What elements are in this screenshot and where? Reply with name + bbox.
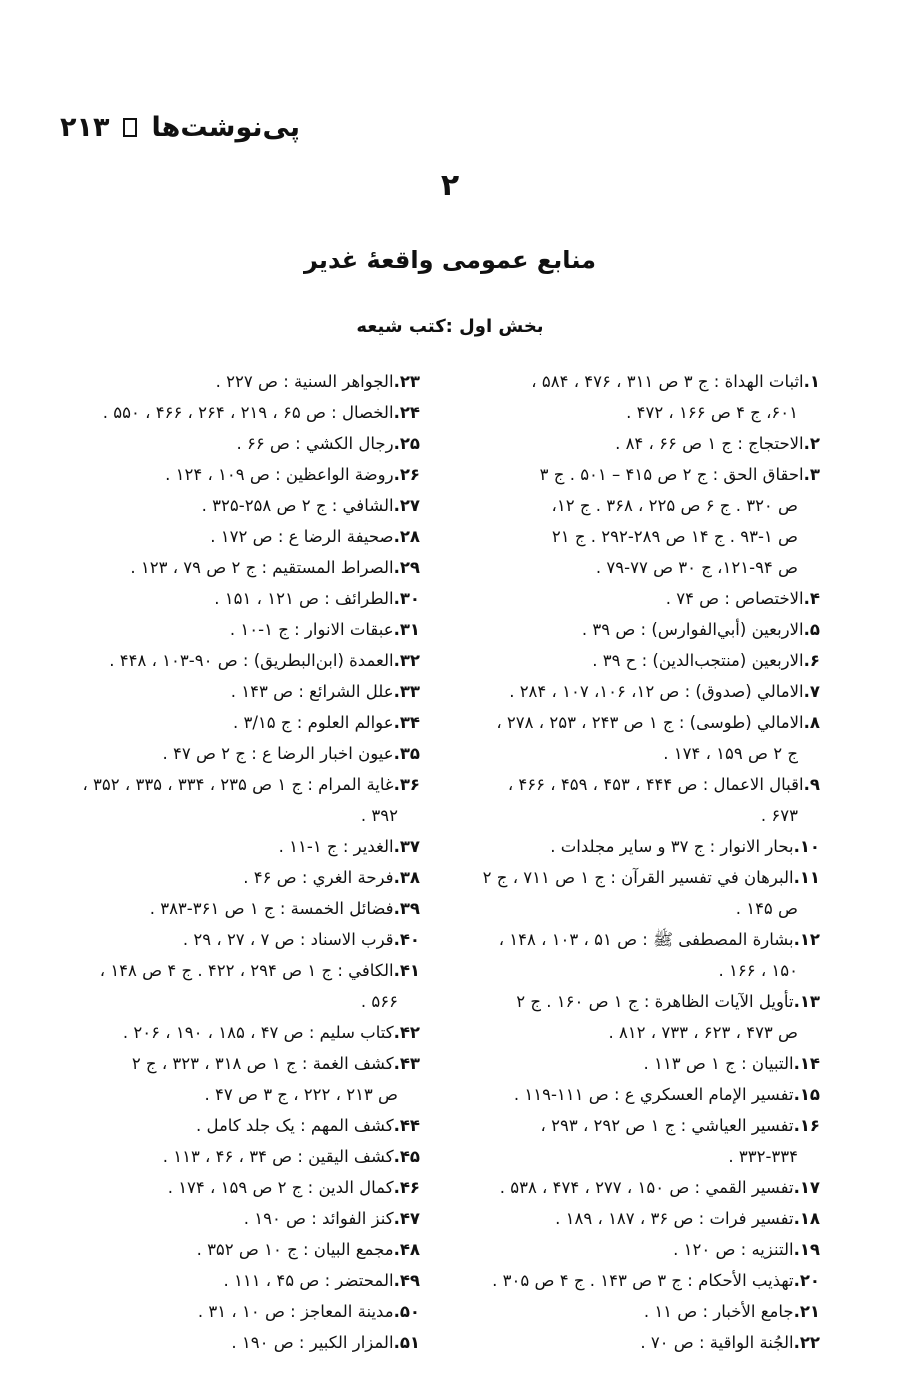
- reference-item: [470, 1234, 820, 1265]
- reference-number: ۴۰.: [393, 930, 420, 949]
- reference-number: ۴۵.: [393, 1147, 420, 1166]
- reference-text: الجواهر السنیة : ص ۲۲۷ .: [215, 372, 394, 391]
- reference-text: کتاب سلیم : ص ۴۷ ، ۱۸۵ ، ۱۹۰ ، ۲۰۶ .: [122, 1023, 394, 1042]
- reference-text: الامالي (طوسی) : ج ۱ ص ۲۴۳ ، ۲۵۳ ، ۲۷۸ ،: [496, 713, 804, 732]
- reference-text: الامالي (صدوق) : ص ۱۲، ۱۰۶، ۱۰۷ ، ۲۸۴ .: [509, 682, 804, 701]
- reference-item: [72, 707, 420, 738]
- reference-text: عیون اخبار الرضا ع : ج ۲ ص ۴۷ .: [162, 744, 394, 763]
- reference-text: عوالم العلوم : ج ۳/۱۵ .: [232, 713, 394, 732]
- reference-number: ۴۱.: [393, 961, 420, 980]
- reference-text: کشف الیقین : ص ۳۴ ، ۴۶ ، ۱۱۳ .: [162, 1147, 394, 1166]
- reference-text: تهذیب الأحکام : ج ۳ ص ۱۴۳ . ج ۴ ص ۳۰۵ .: [492, 1271, 794, 1290]
- reference-text: الكافي : ج ۱ ص ۲۹۴ ، ۴۲۲ . ج ۴ ص ۱۴۸ ،: [99, 961, 394, 980]
- reference-number: ۳۱.: [393, 620, 420, 639]
- reference-item: [72, 1048, 420, 1110]
- reference-text: ۶۷۳ .: [760, 806, 798, 825]
- reference-number: ۳۳.: [393, 682, 420, 701]
- reference-number: ۳۸.: [393, 868, 420, 887]
- reference-item: [72, 1017, 420, 1048]
- reference-text: علل الشرائع : ص ۱۴۳ .: [230, 682, 394, 701]
- reference-item: [72, 1327, 420, 1358]
- reference-number: ۳۷.: [393, 837, 420, 856]
- header-title: پی‌نوشت‌ها: [151, 112, 300, 143]
- reference-text: العمدة (ابن‌البطریق) : ص ۹۰-۱۰۳ ، ۴۴۸ .: [109, 651, 394, 670]
- reference-number: ۵۰.: [393, 1302, 420, 1321]
- reference-text: ۳۳۲-۳۳۴ .: [728, 1147, 798, 1166]
- reference-text: صحیفة الرضا ع : ص ۱۷۲ .: [210, 527, 394, 546]
- reference-number: ۱۵.: [793, 1085, 820, 1104]
- reference-number: ۱۲.: [793, 930, 820, 949]
- reference-number: ۳.: [803, 465, 820, 484]
- reference-number: ۱۳.: [793, 992, 820, 1011]
- reference-text: فرحة الغري : ص ۴۶ .: [243, 868, 394, 887]
- reference-text: ۵۶۶ .: [360, 992, 398, 1011]
- reference-text: مدینة المعاجز : ص ۱۰ ، ۳۱ .: [197, 1302, 394, 1321]
- reference-item: [72, 583, 420, 614]
- reference-text: غایة المرام : ج ۱ ص ۲۳۵ ، ۳۳۴ ، ۳۳۵ ، ۳۵۲ ،: [82, 775, 394, 794]
- reference-item: [72, 1203, 420, 1234]
- reference-text: تفسیر العیاشي : ج ۱ ص ۲۹۲ ، ۲۹۳ ،: [540, 1116, 794, 1135]
- reference-item: [72, 1141, 420, 1172]
- reference-item: [470, 924, 820, 986]
- reference-number: ۴۳.: [393, 1054, 420, 1073]
- reference-item: [72, 459, 420, 490]
- reference-text: تفسیر القمي : ص ۱۵۰ ، ۲۷۷ ، ۴۷۴ ، ۵۳۸ .: [499, 1178, 794, 1197]
- reference-text: الاربعین (أبي‌الفوارس) : ص ۳۹ .: [581, 620, 804, 639]
- reference-text: ۳۹۲ .: [360, 806, 398, 825]
- reference-item: [72, 738, 420, 769]
- reference-number: ۱۷.: [793, 1178, 820, 1197]
- reference-item: [72, 614, 420, 645]
- reference-text: ص ۲۱۳ ، ۲۲۲ ، ج ۳ ص ۴۷ .: [204, 1085, 398, 1104]
- reference-text: قرب الاسناد : ص ۷ ، ۲۷ ، ۲۹ .: [182, 930, 394, 949]
- reference-text: ج ۲ ص ۱۵۹ ، ۱۷۴ .: [663, 744, 798, 763]
- reference-number: ۲۲.: [793, 1333, 820, 1352]
- reference-text: الاربعین (منتجب‌الدین) : ح ۳۹ .: [592, 651, 804, 670]
- reference-text: الاحتجاج : ج ۱ ص ۶۶ ، ۸۴ .: [615, 434, 804, 453]
- reference-text: الصراط المستقیم : ج ۲ ص ۷۹ ، ۱۲۳ .: [130, 558, 394, 577]
- reference-number: ۲۱.: [793, 1302, 820, 1321]
- reference-number: ۲۶.: [393, 465, 420, 484]
- reference-item: [72, 366, 420, 397]
- reference-number: ۳۹.: [393, 899, 420, 918]
- reference-text: ۶۰۱، ج ۴ ص ۱۶۶ ، ۴۷۲ .: [626, 403, 798, 422]
- reference-item: [470, 1203, 820, 1234]
- reference-number: ۴۶.: [393, 1178, 420, 1197]
- reference-text: اقبال الاعمال : ص ۴۴۴ ، ۴۵۳ ، ۴۵۹ ، ۴۶۶ ،: [507, 775, 804, 794]
- reference-item: [470, 862, 820, 924]
- reference-text: ص ۹۴-۱۲۱، ج ۳۰ ص ۷۷-۷۹ .: [595, 558, 798, 577]
- section-title: بخش اول :کتب شیعه: [356, 316, 544, 337]
- reference-text: ص ۱-۹۳ . ج ۱۴ ص ۲۸۹-۲۹۲ . ج ۲۱: [551, 527, 798, 546]
- reference-text: کشف المهم : یک جلد کامل .: [195, 1116, 394, 1135]
- reference-text: الخصال : ص ۶۵ ، ۲۱۹ ، ۲۶۴ ، ۴۶۶ ، ۵۵۰ .: [102, 403, 394, 422]
- reference-text: روضة الواعظین : ص ۱۰۹ ، ۱۲۴ .: [165, 465, 394, 484]
- reference-number: ۲۵.: [393, 434, 420, 453]
- reference-number: ۲۸.: [393, 527, 420, 546]
- reference-text: تفسیر الإمام العسكري ع : ص ۱۱۱-۱۱۹ .: [513, 1085, 794, 1104]
- reference-number: ۵.: [803, 620, 820, 639]
- reference-text: البرهان في تفسیر القرآن : ج ۱ ص ۷۱۱ ، ج ۲: [482, 868, 794, 887]
- running-header: [60, 112, 300, 143]
- reference-item: [470, 583, 820, 614]
- reference-number: ۴.: [803, 589, 820, 608]
- reference-item: [470, 676, 820, 707]
- reference-text: المحتضر : ص ۴۵ ، ۱۱۱ .: [223, 1271, 394, 1290]
- reference-text: ص ۴۷۳ ، ۶۲۳ ، ۷۳۳ ، ۸۱۲ .: [608, 1023, 798, 1042]
- reference-number: ۹.: [803, 775, 820, 794]
- reference-item: [72, 1265, 420, 1296]
- reference-item: [470, 614, 820, 645]
- reference-item: [72, 428, 420, 459]
- reference-text: احقاق الحق : ج ۲ ص ۴۱۵ – ۵۰۱ . ج ۳: [539, 465, 804, 484]
- reference-item: [470, 366, 820, 428]
- reference-number: ۲۹.: [393, 558, 420, 577]
- reference-number: ۳۶.: [393, 775, 420, 794]
- reference-text: رجال الكشي : ص ۶۶ .: [236, 434, 394, 453]
- reference-number: ۴۹.: [393, 1271, 420, 1290]
- reference-item: [470, 769, 820, 831]
- reference-item: [72, 924, 420, 955]
- right-column-list: [470, 366, 820, 1358]
- reference-number: ۲۳.: [393, 372, 420, 391]
- reference-text: اثبات الهداة : ج ۳ ص ۳۱۱ ، ۴۷۶ ، ۵۸۴ ،: [531, 372, 804, 391]
- reference-text: الجُنة الواقیة : ص ۷۰ .: [640, 1333, 794, 1352]
- reference-item: [72, 521, 420, 552]
- reference-text: الشافي : ج ۲ ص ۲۵۸-۳۲۵ .: [201, 496, 394, 515]
- reference-item: [72, 893, 420, 924]
- reference-item: [470, 1265, 820, 1296]
- reference-text: ص ۳۲۰ . ج ۶ ص ۲۲۵ ، ۳۶۸ . ج ۱۲،: [551, 496, 798, 515]
- reference-item: [470, 1327, 820, 1358]
- reference-number: ۱۸.: [793, 1209, 820, 1228]
- reference-number: ۲۰.: [793, 1271, 820, 1290]
- reference-item: [470, 645, 820, 676]
- reference-text: بحار الانوار : ج ۳۷ و سایر مجلدات .: [550, 837, 794, 856]
- reference-number: ۷.: [803, 682, 820, 701]
- reference-number: ۲۷.: [393, 496, 420, 515]
- reference-number: ۱۶.: [793, 1116, 820, 1135]
- reference-text: الطرائف : ص ۱۲۱ ، ۱۵۱ .: [214, 589, 394, 608]
- reference-number: ۴۲.: [393, 1023, 420, 1042]
- reference-item: [72, 676, 420, 707]
- reference-number: ۳۲.: [393, 651, 420, 670]
- reference-number: ۱۴.: [793, 1054, 820, 1073]
- reference-item: [72, 862, 420, 893]
- reference-number: ۴۸.: [393, 1240, 420, 1259]
- reference-item: [470, 1296, 820, 1327]
- reference-number: ۶.: [803, 651, 820, 670]
- chapter-number: ۲: [440, 168, 460, 203]
- chapter-title: منابع عمومی واقعۀ غدیر: [304, 246, 596, 274]
- reference-item: [72, 1172, 420, 1203]
- reference-number: ۵۱.: [393, 1333, 420, 1352]
- reference-text: مجمع البیان : ج ۱۰ ص ۳۵۲ .: [196, 1240, 394, 1259]
- left-column-list: [72, 366, 420, 1358]
- reference-number: ۴۴.: [393, 1116, 420, 1135]
- reference-text: التنزیه : ص ۱۲۰ .: [673, 1240, 794, 1259]
- reference-number: ۱۰.: [793, 837, 820, 856]
- reference-number: ۲۴.: [393, 403, 420, 422]
- reference-text: فضائل الخمسة : ج ۱ ص ۳۶۱-۳۸۳ .: [149, 899, 394, 918]
- reference-text: تأویل الآیات الظاهرة : ج ۱ ص ۱۶۰ . ج ۲: [516, 992, 794, 1011]
- reference-item: [470, 1048, 820, 1079]
- reference-number: ۲.: [803, 434, 820, 453]
- reference-item: [470, 428, 820, 459]
- reference-item: [72, 1110, 420, 1141]
- reference-number: ۴۷.: [393, 1209, 420, 1228]
- reference-text: عبقات الانوار : ج ۱-۱۰ .: [229, 620, 394, 639]
- reference-item: [470, 1079, 820, 1110]
- reference-text: کنز الفوائد : ص ۱۹۰ .: [243, 1209, 394, 1228]
- reference-text: المزار الكبیر : ص ۱۹۰ .: [231, 1333, 394, 1352]
- reference-item: [470, 1172, 820, 1203]
- reference-item: [470, 459, 820, 583]
- reference-item: [72, 645, 420, 676]
- reference-number: ۳۵.: [393, 744, 420, 763]
- reference-text: تفسیر فرات : ص ۳۶ ، ۱۸۷ ، ۱۸۹ .: [555, 1209, 794, 1228]
- reference-text: کشف الغمة : ج ۱ ص ۳۱۸ ، ۳۲۳ ، ج ۲: [131, 1054, 394, 1073]
- reference-item: [470, 986, 820, 1048]
- square-separator-icon: [123, 118, 137, 137]
- reference-text: ۱۵۰ ، ۱۶۶ .: [718, 961, 798, 980]
- reference-text: کمال الدین : ج ۲ ص ۱۵۹ ، ۱۷۴ .: [167, 1178, 394, 1197]
- reference-item: [72, 490, 420, 521]
- reference-item: [72, 1234, 420, 1265]
- reference-item: [72, 769, 420, 831]
- reference-item: [72, 1296, 420, 1327]
- reference-number: ۸.: [803, 713, 820, 732]
- reference-item: [470, 831, 820, 862]
- reference-item: [72, 831, 420, 862]
- reference-text: جامع الأخبار : ص ۱۱ .: [643, 1302, 794, 1321]
- reference-number: ۱۹.: [793, 1240, 820, 1259]
- reference-number: ۱۱.: [793, 868, 820, 887]
- reference-number: ۳۰.: [393, 589, 420, 608]
- page-number: ۲۱۳: [60, 112, 110, 143]
- reference-text: بشارة المصطفی ﷺ : ص ۵۱ ، ۱۰۳ ، ۱۴۸ ،: [498, 930, 794, 949]
- reference-item: [470, 1110, 820, 1172]
- reference-item: [72, 552, 420, 583]
- reference-text: التبیان : ج ۱ ص ۱۱۳ .: [643, 1054, 794, 1073]
- reference-text: ص ۱۴۵ .: [735, 899, 798, 918]
- reference-number: ۱.: [803, 372, 820, 391]
- reference-item: [470, 707, 820, 769]
- reference-item: [72, 397, 420, 428]
- reference-item: [72, 955, 420, 1017]
- reference-text: الغدیر : ج ۱-۱۱ .: [278, 837, 394, 856]
- reference-text: الاختصاص : ص ۷۴ .: [665, 589, 804, 608]
- reference-number: ۳۴.: [393, 713, 420, 732]
